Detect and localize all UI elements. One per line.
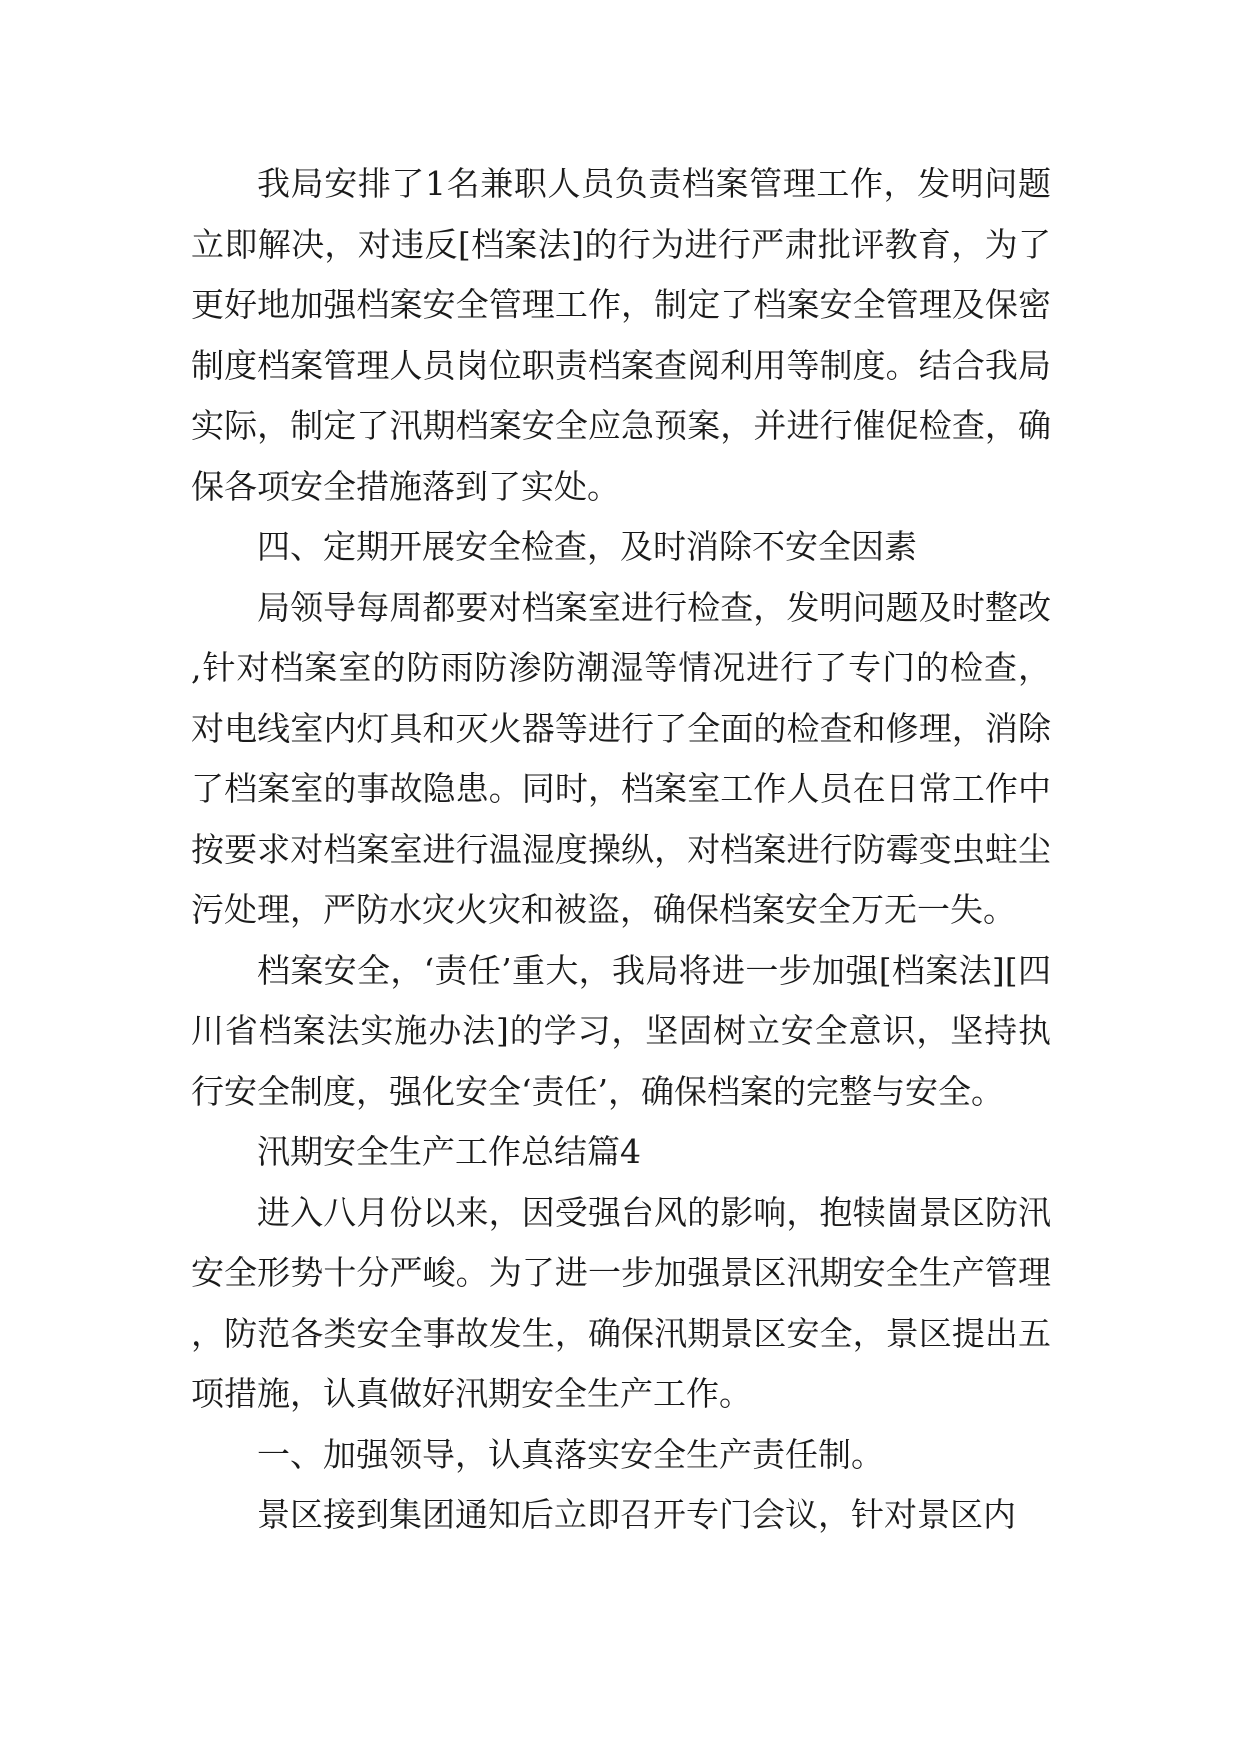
paragraph-archive-staff: 我局安排了1名兼职人员负责档案管理工作，发明问题立即解决，对违反[档案法]的行为进行严肃批评教育，为了更好地加强档案安全管理工作，制定了档案安全管理及保密制度档案管理人员岗位职责档案查阅利用等制度。结合我局实际，制定了汛期档案安全应急预案，并进行催促检查，确保各项安全措施落到了实处。 [191, 164, 1051, 506]
article-title: 汛期安全生产工作总结篇4 [257, 1132, 641, 1171]
paragraph-meeting: 景区接到集团通知后立即召开专门会议，针对景区内 [257, 1495, 1016, 1534]
paragraph-archive-safety: 档案安全，‘责任’重大，我局将进一步加强[档案法][四川省档案法实施办法]的学习，坚固树立安全意识，坚持执行安全制度，强化安全‘责任’，确保档案的完整与安全。 [191, 950, 1051, 1111]
section-heading-1: 一、加强领导，认真落实安全生产责任制。 [257, 1434, 884, 1474]
section-heading-4: 四、定期开展安全检查，及时消除不安全因素 [257, 527, 917, 566]
paragraph-weekly-inspection: 局领导每周都要对档案室进行检查，发明问题及时整改,针对档案室的防雨防渗防潮湿等情况进行了专门的检查，对电线室内灯具和灭火器等进行了全面的检查和修理，消除了档案室的事故隐患。同时，档案室工作人员在日常工作中按要求对档案室进行温湿度操纵，对档案进行防霉变虫蛀尘污处理，严防水灾火灾和被盗，确保档案安全万无一失。 [191, 587, 1051, 929]
paragraph-august-typhoon: 进入八月份以来，因受强台风的影响，抱犊崮景区防汛安全形势十分严峻。为了进一步加强景区汛期安全生产管理，防范各类安全事故发生，确保汛期景区安全，景区提出五项措施，认真做好汛期安全生产工作。 [191, 1192, 1051, 1413]
document-body [191, 154, 1051, 1546]
